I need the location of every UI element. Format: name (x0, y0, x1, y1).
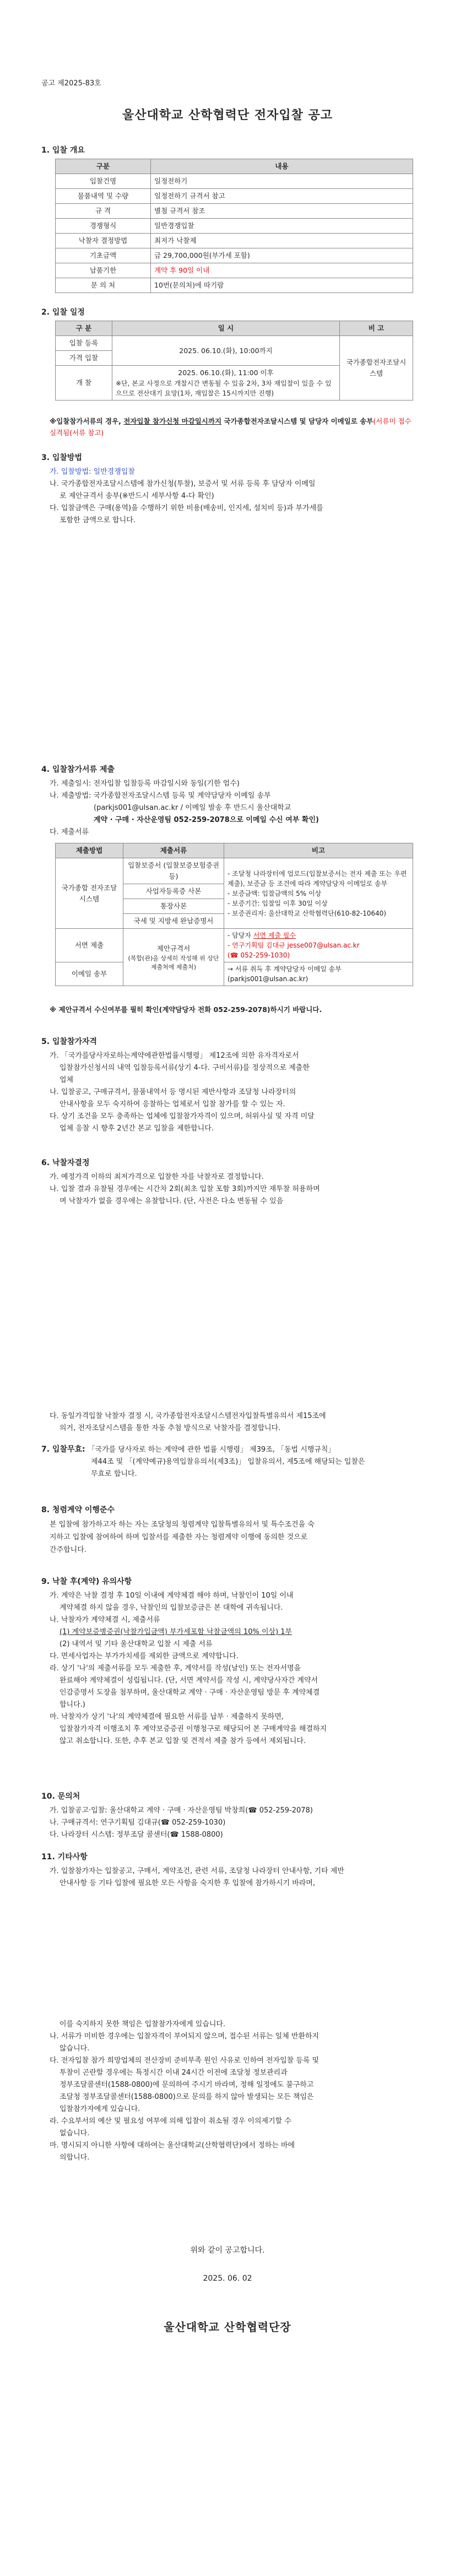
document-item (123, 929, 224, 986)
section-5-heading: 5. 입찰참가자격 (41, 1037, 98, 1046)
schedule-footnote (50, 415, 413, 439)
row-value: 10번(문의처)에 따기람 (151, 278, 413, 293)
section-9-heading: 9. 낙찰 후(계약) 유의사항 (41, 1577, 132, 1586)
item-text: 지하고 입찰에 참여하여 하며 입찰서를 제출한 자는 청렴계약 이행에 동의한 것으로 (50, 1533, 308, 1541)
footnote-text: ※입찰참가서류의 경우, (50, 417, 124, 425)
item-text: 인감증명서 도장을 첨부하며, 울산대학교 계약 · 구매 · 자산운영팀 방문 후 계약체결 (59, 1689, 320, 1697)
row-value: 2025. 06.10.(화), 10:00까지 (112, 336, 340, 366)
item-text: 안내사항 등 기타 입찰에 필요한 모든 사항을 숙지한 후 입찰에 참가하시기 바라며, (59, 1879, 316, 1887)
section-1-heading: 1. 입찰 개요 (41, 146, 85, 155)
row-label: 물품내역 및 수량 (56, 189, 151, 204)
row-remark: - 조달청 나라장터에 업로드(입찰보증서는 전자 제출 또는 우편 제출), 보증금 등 조건에 따라 계약담당자 이메일로 송부 - 보증금액: 입찰금액의 5% 이상 - 보증기간: 입찰일 이후 30일 이상 - 보증권리자: 울산대학교 산학협력단(610-82-10640) (224, 858, 413, 929)
footnote-text: 국가종합전자조달시스템 및 담당자 이메일로 송부 (221, 417, 373, 425)
item-text: 다. 전자입찰 참가 희망업체의 전산장비 준비부족 원인 사유로 인하여 전자입찰 등록 및 (50, 2057, 319, 2065)
remark-text: - 담당자 (228, 932, 253, 939)
section-10-body (50, 1805, 430, 1841)
item-text: 다. 입찰금액은 구매(용역)을 수행하기 위한 비용(배송비, 인지세, 설치비 등)과 부가세를 (50, 504, 323, 512)
item-text: 업체 응찰 시 향후 2년간 본교 입찰을 제한합니다. (59, 1124, 214, 1133)
page-title: 울산대학교 산학협력단 전자입찰 공고 (122, 109, 333, 122)
item-text: 의거, 전자조달시스템을 통한 자동 추첨 방식으로 낙찰자를 결정합니다. (59, 1424, 281, 1432)
item-text: 라. 수요부서의 예산 및 필요성 여부에 의해 입찰이 취소될 경우 이의제기할 수 (50, 2117, 291, 2125)
schedule-table (55, 321, 413, 401)
document-item-title: 제안규격서 (156, 944, 191, 953)
item-text: 조달청 정부조달콜센터(1588-0800)으로 문의를 하지 않아 발생되는 모든 책임은 (59, 2093, 314, 2101)
section-6-body-top (50, 1171, 424, 1208)
table-row (56, 858, 413, 884)
table-header: 내용 (151, 159, 413, 174)
document-item: 사업자등록증 사본 (123, 884, 224, 899)
item-text: 무효로 합니다. (91, 1470, 137, 1478)
item-text: 가. 입찰공고·입찰: 울산대학교 계약 · 구매 · 자산운영팀 박창희(☎ 052-259-2078) (50, 1806, 313, 1815)
row-label: 입찰건명 (56, 174, 151, 189)
item-text: 나. 낙찰자가 계약체결 시, 제출서류 (50, 1616, 160, 1624)
item-text: 완료해야 계약체결이 성립됩니다. (단, 서면 계약서를 작성 시, 계약당사자간 계약서 (59, 1676, 318, 1685)
item-text: 입찰참가자에게 있습니다. (59, 2105, 140, 2113)
table-header: 제출방법 (56, 843, 123, 858)
row-value: 일반경쟁입찰 (151, 219, 413, 234)
item-text: 다. 나라장터 시스템: 정부조달 콜센터(☎ 1588-0800) (50, 1831, 223, 1839)
item-text: 나. 구매규격서: 연구기획팀 김대규(☎ 052-259-1030) (50, 1819, 226, 1827)
section-7 (41, 1443, 427, 1480)
item-text: 계약체결 하지 않을 경우, 낙찰인의 입찰보증금은 본 대학에 귀속됩니다. (59, 1604, 283, 1612)
item-text: (2) 내역서 및 기타 울산대학교 입찰 시 제출 서류 (59, 1640, 213, 1648)
open-time: 2025. 06.10.(화), 11:00 이후 (178, 369, 274, 377)
section-3-heading: 3. 입찰방법 (41, 453, 83, 462)
documents-table (55, 843, 413, 986)
document-item-note: (복합(관)을 상세히 작성해 위 상단 제출처에 제출처) (128, 954, 219, 971)
footnote-red: (서류미 접수 실격됨(서류 참고) (50, 417, 411, 437)
footnote-underline: 전자입찰 참가신청 마감일시까지 (123, 417, 222, 425)
item-text: 가. 입찰참가자는 입찰공고, 구매서, 계약조건, 관련 서류, 조달청 나라장터 안내사항, 기타 제반 (50, 1867, 344, 1875)
item-text: 의합니다. (59, 2153, 90, 2162)
row-label: 규 격 (56, 204, 151, 219)
section-6-body-bottom (50, 1410, 424, 1435)
item-text: 가. 제출일시: 전자입찰 입찰등록 마감일시와 동일(기한 엄수) (50, 780, 240, 788)
document-item: 국세 및 지방세 완납증명서 (123, 914, 224, 929)
row-label: 입찰 등록 (56, 336, 112, 351)
row-label: 기초금액 (56, 248, 151, 263)
row-label: 낙찰자 결정방법 (56, 234, 151, 248)
item-text: 「국가를 당사자로 하는 계약에 관한 법률 시행령」 제39조, 「동법 시행규칙」 (88, 1446, 335, 1454)
closing-text: 위와 같이 공고합니다. (190, 2246, 265, 2255)
row-label: 가격 입찰 (56, 351, 112, 366)
row-remark: 국가종합전자조달시스템 (340, 336, 413, 401)
item-text: 입찰참가자격 이행조치 후 계약보증증권 이행청구로 해당되어 본 구매계약을 해결하지 (59, 1725, 327, 1733)
item-text: 다. 제출서류 (50, 828, 89, 836)
document-item: 입찰보증서 (입찰보증보험증권 등) (123, 858, 224, 884)
table-row (56, 336, 413, 351)
item-text: 로 제안규격서 송부(※반드시 세부사항 4-다 확인) (59, 492, 214, 500)
item-text: 않습니다. (59, 2044, 90, 2053)
submit-method: 국가종합 전자조달시스템 (56, 858, 123, 929)
item-text: 포함한 금액으로 합니다. (59, 516, 136, 524)
remark-contact: - 연구기획팀 김대규 jesse007@ulsan.ac.kr (228, 941, 360, 949)
item-text: 합니다.) (59, 1701, 85, 1709)
table-header: 제출서류 (123, 843, 224, 858)
submit-method: 이메일 송부 (56, 962, 123, 986)
table-row (56, 204, 413, 219)
row-label: 경쟁형식 (56, 219, 151, 234)
table-header: 구분 (56, 159, 151, 174)
item-text: 다. 상기 조건을 모두 충족하는 업체에 입찰참가자격이 있으며, 허위사실 및 자격 미달 (50, 1112, 315, 1121)
row-value: 최저가 낙찰제 (151, 234, 413, 248)
item-text: 마. 명시되지 아니한 사항에 대하여는 울산대학교(산학협력단)에서 정하는 바에 (50, 2141, 295, 2150)
item-text: 투찰이 곤란할 경우에는 특정시간 이내 24시간 이전에 조달청 정보관리과 (59, 2069, 288, 2077)
item-text: 가. 「국가를당사자로하는계약에관한법률시행령」 제12조에 의한 유자격자로서 (50, 1052, 299, 1060)
item-text: (parkjs001@ulsan.ac.kr / 이메일 발송 후 반드시 울산대학교 (94, 804, 291, 812)
notice-number: 공고 제2025-83호 (41, 79, 101, 88)
item-text: 며 낙찰자가 없을 경우에는 유찰합니다. (단, 사전은 다소 변동될 수 있음 (59, 1197, 284, 1205)
table-header: 구 분 (56, 321, 112, 336)
section-9-body (50, 1590, 430, 1747)
item-text: 입찰참가신청서의 내역 입찰등록서류(상기 4-다. 구비서류)를 정상적으로 제출한 (59, 1064, 310, 1072)
item-text: 라. 상기 '나'의 제출서류를 모두 제출한 후, 계약서를 작성(날인) 또는 전자서명을 (50, 1664, 301, 1673)
row-label: 납품기한 (56, 263, 151, 278)
item-text: 업체 (59, 1076, 74, 1084)
section-3-body (50, 466, 424, 527)
item-text: 제44조 및 「(계약예규)용역입찰유의서(제3조)」 입찰유의서, 제5조에 해당되는 입찰은 (91, 1458, 365, 1466)
section-2-heading: 2. 입찰 일정 (41, 308, 85, 317)
row-value: 금 29,700,000원(부가세 포함) (151, 248, 413, 263)
section-8-body (50, 1518, 424, 1556)
section-10-heading: 10. 문의처 (41, 1792, 80, 1801)
section-4-heading: 4. 입찰참가서류 제출 (41, 765, 115, 774)
table-row (56, 248, 413, 263)
table-row (56, 263, 413, 278)
item-text: 다. 동일가격입찰 낙찰자 결정 시, 국가종합전자조달시스템전자입찰특별유의서 제15조에 (50, 1412, 326, 1420)
overview-table (55, 159, 413, 293)
item-text: 가. 입찰방법: 일반경쟁입찰 (50, 468, 135, 476)
table-row (56, 234, 413, 248)
section-11-heading: 11. 기타사항 (41, 1853, 88, 1861)
table-row (56, 189, 413, 204)
item-text: 가. 예정가격 이하의 최저가격으로 입찰한 자를 낙찰자로 결정합니다. (50, 1173, 264, 1181)
row-remark: → 서류 취득 후 계약담당자 이메일 송부 (parkjs001@ulsan.ac.kr) (224, 962, 413, 986)
table-header: 일 시 (112, 321, 340, 336)
table-row (56, 929, 413, 962)
remark-underline: 서면 제출 필수 (253, 932, 296, 939)
notice-date: 2025. 06. 02 (203, 2274, 252, 2283)
section-4-body (50, 778, 424, 838)
item-text: 나. 서류가 미비한 경우에는 입찰자격이 부여되지 않으며, 접수된 서류는 일체 반환하지 (50, 2032, 319, 2041)
item-text: 마. 낙찰자가 상기 '나'의 계약체결에 필요한 서류를 납부 · 제출하지 못하면, (50, 1713, 284, 1721)
section-7-heading: 7. 입찰무효: (41, 1445, 88, 1454)
document-item: 통장사본 (123, 899, 224, 914)
item-text: 이를 숙지하지 못한 책임은 입찰참가자에게 있습니다. (59, 2020, 226, 2028)
signature: 울산대학교 산학협력단장 (164, 2320, 291, 2334)
row-label: 문 의 처 (56, 278, 151, 293)
item-text: (1) 계약보증병증권(낙찰가입금액) 부가세포함 낙찰금액의 10% 이상) 1부 (59, 1628, 292, 1636)
section-6-heading: 6. 낙찰자결정 (41, 1159, 90, 1167)
row-remark (224, 929, 413, 962)
section-11-body-top (50, 1865, 430, 1890)
open-note: ※단, 본교 사정으로 개찰시간 변동될 수 있음 2차, 3차 재입찰이 있을 수 있으므로 전산대기 요망(1차, 재입찰은 15시까지만 진행) (116, 380, 332, 397)
item-text: 나. 입찰공고, 구매규격서, 물품내역서 등 명시된 제반사항과 조달청 나라장터의 (50, 1088, 296, 1096)
item-text: 간주합니다. (50, 1546, 86, 1554)
row-value: 계약 후 90일 이내 (151, 263, 413, 278)
item-text: 본 입찰에 참가하고자 하는 자는 조달청의 청렴계약 입찰특별유의서 및 특수조건을 숙 (50, 1520, 315, 1529)
item-text: 나. 입찰 결과 유찰될 경우에는 시간차 2회(최초 입찰 포함 3회)까지만 재투찰 허용하며 (50, 1185, 320, 1193)
table-row (56, 219, 413, 234)
section-8-heading: 8. 청렴계약 이행준수 (41, 1506, 115, 1514)
item-text: 안내사항을 모두 숙지하여 응찰하는 업체로서 입찰 참가를 할 수 있는 자. (59, 1100, 285, 1108)
table-row (56, 278, 413, 293)
row-value: 일정전하기 (151, 174, 413, 189)
row-value: 별첨 규격서 참조 (151, 204, 413, 219)
section-11-body-bottom (50, 2018, 430, 2164)
item-text: 나. 국가종합전자조달시스템에 참가신청(투찰), 보증서 및 서류 등록 후 담당자 이메일 (50, 480, 316, 488)
item-text: 계약 · 구매 · 자산운영팀 052-259-2078으로 이메일 수신 여부 확인) (94, 816, 319, 824)
item-text: 나. 제출방법: 국가종합전자조달시스템 등록 및 계약담당자 이메일 송부 (50, 792, 271, 800)
row-value: 일정전하기 규격서 참고 (151, 189, 413, 204)
section-5-body (50, 1050, 424, 1135)
item-text: 없습니다. (59, 2129, 90, 2137)
item-text: 다. 면세사업자는 부가가치세를 제외한 금액으로 계약합니다. (50, 1652, 239, 1660)
item-text: 정부조달콜센터(1588-0800)에 문의하여 주시기 바라며, 정해 일정에도 불구하고 (59, 2081, 314, 2089)
table-header: 비 고 (340, 321, 413, 336)
table-header: 비고 (224, 843, 413, 858)
item-text: 않고 취소합니다. 또한, 추후 본교 입찰 및 견적서 제출 참가 등에서 제외됩니다. (59, 1737, 306, 1745)
documents-footnote: ※ 제안규격서 수신여부를 필히 확인(계약담당자 전화 052-259-2078)하시기 바랍니다. (50, 1005, 322, 1014)
remark-phone: (☎ 052-259-1030) (228, 951, 290, 959)
table-row (56, 962, 413, 986)
item-text: 가. 계약은 낙찰 결정 후 10일 이내에 계약체결 해야 하며, 낙찰인이 10일 이내 (50, 1592, 294, 1600)
table-row (56, 174, 413, 189)
row-label: 개 찰 (56, 366, 112, 401)
submit-method: 서면 제출 (56, 929, 123, 962)
row-value (112, 366, 340, 401)
